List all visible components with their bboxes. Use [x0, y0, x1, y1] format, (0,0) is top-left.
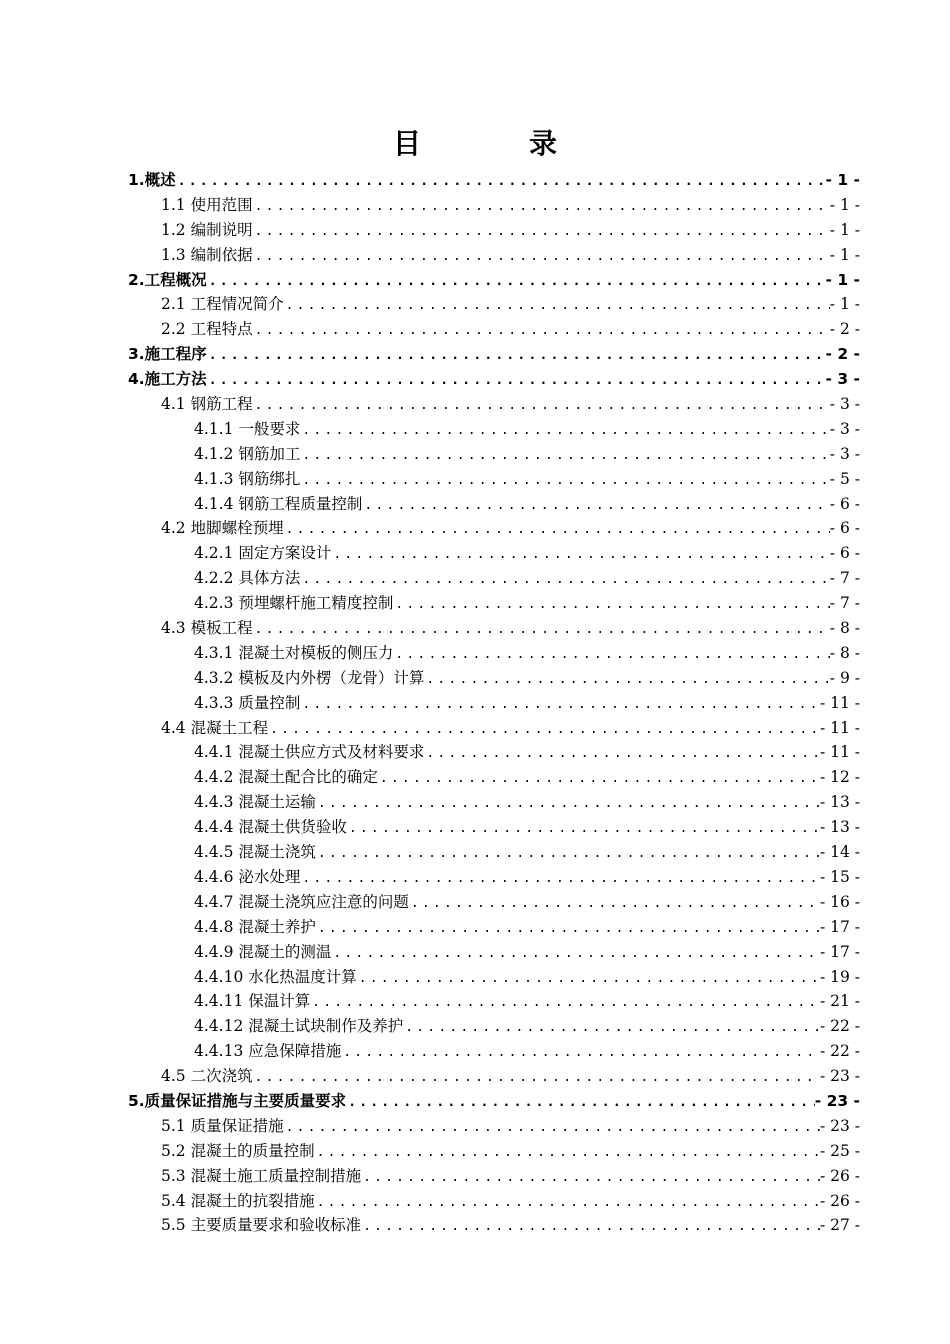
toc-entry[interactable]	[0, 641, 950, 666]
toc-entry[interactable]	[0, 342, 950, 367]
toc-entry[interactable]	[0, 1089, 950, 1114]
toc-dot-leader	[284, 1116, 820, 1139]
toc-entry[interactable]	[0, 1039, 950, 1064]
toc-entry-page: - 25 -	[819, 1141, 860, 1160]
toc-entry[interactable]	[0, 616, 950, 641]
toc-entry-page: - 2 -	[825, 345, 860, 364]
toc-entry-page: - 13 -	[819, 818, 860, 837]
toc-entry-page: - 1 -	[829, 245, 860, 264]
toc-entry-page: - 23 -	[819, 1116, 860, 1135]
toc-entry-page: - 17 -	[819, 917, 860, 936]
toc-dot-leader	[362, 494, 829, 517]
toc-dot-leader	[300, 419, 829, 442]
toc-entry-title: 4.2.3 预埋螺杆施工精度控制	[194, 594, 394, 613]
toc-entry-title: 4.4.11 保温计算	[194, 992, 311, 1011]
toc-entry[interactable]	[0, 1114, 950, 1139]
toc-entry-title: 4.4.8 混凝土养护	[194, 917, 316, 936]
toc-entry-title: 4.1.4 钢筋工程质量控制	[194, 494, 363, 513]
toc-entry-title: 5.1 质量保证措施	[161, 1116, 284, 1135]
toc-entry-title: 4.2.1 固定方案设计	[194, 544, 332, 563]
table-of-contents	[0, 168, 950, 1238]
toc-entry[interactable]	[0, 940, 950, 965]
toc-entry-title: 4.4.10 水化热温度计算	[194, 967, 357, 986]
toc-entry-page: - 19 -	[819, 967, 860, 986]
toc-dot-leader	[361, 1166, 820, 1189]
toc-entry-title: 4.4 混凝土工程	[161, 718, 269, 737]
toc-entry-title: 5.2 混凝土的质量控制	[161, 1141, 315, 1160]
toc-entry-page: - 11 -	[819, 743, 860, 762]
toc-dot-leader	[300, 867, 820, 890]
toc-entry-page: - 2 -	[829, 320, 860, 339]
toc-entry-title: 4.4.1 混凝土供应方式及材料要求	[194, 743, 425, 762]
toc-entry-page: - 6 -	[829, 519, 860, 538]
toc-entry[interactable]	[0, 243, 950, 268]
toc-dot-leader	[253, 245, 830, 268]
toc-entry-title: 2.工程概况	[128, 270, 207, 289]
toc-dot-leader	[300, 568, 829, 591]
toc-dot-leader	[284, 294, 830, 317]
toc-entry-page: - 23 -	[814, 1091, 860, 1110]
toc-dot-leader	[316, 792, 820, 815]
toc-dot-leader	[341, 1041, 820, 1064]
toc-dot-leader	[315, 1191, 820, 1214]
toc-entry[interactable]	[0, 1213, 950, 1238]
toc-entry-page: - 7 -	[829, 594, 860, 613]
toc-entry[interactable]	[0, 790, 950, 815]
toc-dot-leader	[347, 817, 820, 840]
toc-entry-title: 1.概述	[128, 171, 176, 189]
toc-entry-title: 4.施工方法	[128, 370, 207, 389]
toc-entry-page: - 1 -	[829, 195, 860, 214]
toc-dot-leader	[315, 1141, 820, 1164]
toc-entry[interactable]	[0, 815, 950, 840]
toc-entry[interactable]	[0, 1164, 950, 1189]
toc-dot-leader	[346, 1091, 815, 1114]
toc-entry[interactable]	[0, 292, 950, 317]
toc-dot-leader	[300, 469, 829, 492]
toc-entry[interactable]	[0, 965, 950, 990]
toc-entry-page: - 26 -	[819, 1166, 860, 1185]
toc-dot-leader	[207, 369, 826, 392]
toc-entry-page: - 22 -	[819, 1042, 860, 1061]
toc-entry-page: - 8 -	[829, 619, 860, 638]
toc-entry-page: - 9 -	[829, 668, 860, 687]
toc-dot-leader	[310, 991, 820, 1014]
toc-entry[interactable]	[0, 367, 950, 392]
toc-dot-leader	[393, 643, 829, 666]
toc-entry-page: - 8 -	[829, 643, 860, 662]
toc-entry-page: - 23 -	[819, 1067, 860, 1086]
toc-entry[interactable]	[0, 268, 950, 293]
toc-dot-leader	[253, 394, 830, 417]
toc-entry-page: - 6 -	[829, 544, 860, 563]
toc-entry-title: 2.1 工程情况简介	[161, 295, 284, 314]
toc-dot-leader	[253, 1066, 820, 1089]
toc-dot-leader	[424, 742, 820, 765]
toc-entry[interactable]	[0, 218, 950, 243]
toc-entry[interactable]	[0, 765, 950, 790]
toc-dot-leader	[176, 170, 826, 193]
toc-entry-title: 1.1 使用范围	[161, 195, 253, 214]
toc-entry-page: - 17 -	[819, 942, 860, 961]
toc-entry-page: - 3 -	[829, 444, 860, 463]
toc-entry[interactable]	[0, 193, 950, 218]
toc-entry-title: 4.3.2 模板及内外楞（龙骨）计算	[194, 668, 425, 687]
toc-entry[interactable]	[0, 1064, 950, 1089]
toc-dot-leader	[316, 842, 820, 865]
toc-entry-title: 4.5 二次浇筑	[161, 1067, 253, 1086]
toc-dot-leader	[393, 593, 829, 616]
toc-entry[interactable]	[0, 1139, 950, 1164]
toc-entry-title: 4.4.4 混凝土供货验收	[194, 818, 347, 837]
toc-entry-title: 4.1.3 钢筋绑扎	[194, 469, 301, 488]
toc-entry-title: 4.4.6 泌水处理	[194, 867, 301, 886]
toc-entry-title: 1.3 编制依据	[161, 245, 253, 264]
toc-entry-page: - 11 -	[819, 693, 860, 712]
toc-entry[interactable]	[0, 865, 950, 890]
toc-dot-leader	[378, 767, 820, 790]
toc-entry[interactable]	[0, 566, 950, 591]
toc-dot-leader	[409, 892, 820, 915]
toc-entry-page: - 3 -	[825, 370, 860, 389]
toc-entry[interactable]	[0, 492, 950, 517]
toc-dot-leader	[284, 518, 830, 541]
toc-entry[interactable]	[0, 392, 950, 417]
toc-entry[interactable]	[0, 442, 950, 467]
toc-entry-title: 4.4.2 混凝土配合比的确定	[194, 768, 378, 787]
toc-entry-title: 4.4.9 混凝土的测温	[194, 942, 332, 961]
toc-entry-title: 5.质量保证措施与主要质量要求	[128, 1091, 347, 1110]
toc-entry-title: 4.3 模板工程	[161, 619, 253, 638]
toc-entry[interactable]	[0, 317, 950, 342]
toc-entry-page: - 22 -	[819, 1017, 860, 1036]
toc-entry-title: 4.4.7 混凝土浇筑应注意的问题	[194, 892, 409, 911]
toc-entry[interactable]	[0, 989, 950, 1014]
toc-entry[interactable]	[0, 691, 950, 716]
toc-entry-page: - 1 -	[825, 171, 860, 189]
toc-dot-leader	[207, 270, 826, 293]
toc-dot-leader	[268, 718, 820, 741]
toc-entry-title: 5.4 混凝土的抗裂措施	[161, 1191, 315, 1210]
toc-entry[interactable]	[0, 417, 950, 442]
toc-entry[interactable]	[0, 666, 950, 691]
toc-entry-page: - 3 -	[829, 395, 860, 414]
toc-entry-page: - 27 -	[819, 1216, 860, 1235]
toc-entry-page: - 6 -	[829, 494, 860, 513]
toc-dot-leader	[331, 942, 820, 965]
toc-entry[interactable]	[0, 541, 950, 566]
toc-entry-page: - 1 -	[829, 295, 860, 314]
toc-entry[interactable]	[0, 840, 950, 865]
toc-entry-title: 4.2 地脚螺栓预埋	[161, 519, 284, 538]
toc-entry-page: - 7 -	[829, 569, 860, 588]
toc-entry-title: 4.1 钢筋工程	[161, 395, 253, 414]
toc-entry-page: - 14 -	[819, 843, 860, 862]
toc-dot-leader	[357, 967, 820, 990]
toc-dot-leader	[403, 1016, 820, 1039]
page-title: 目 录	[392, 127, 597, 160]
toc-entry-page: - 16 -	[819, 892, 860, 911]
toc-entry-page: - 1 -	[829, 220, 860, 239]
toc-entry-page: - 11 -	[819, 718, 860, 737]
toc-entry[interactable]	[0, 467, 950, 492]
toc-entry-title: 4.1.2 钢筋加工	[194, 444, 301, 463]
toc-entry-title: 2.2 工程特点	[161, 320, 253, 339]
toc-entry[interactable]	[0, 591, 950, 616]
toc-entry-page: - 1 -	[825, 270, 860, 289]
toc-entry[interactable]	[0, 915, 950, 940]
toc-entry-page: - 5 -	[829, 469, 860, 488]
toc-dot-leader	[253, 220, 830, 243]
toc-dot-leader	[300, 693, 820, 716]
toc-entry[interactable]	[0, 1189, 950, 1214]
toc-entry[interactable]	[0, 516, 950, 541]
toc-dot-leader	[316, 917, 820, 940]
toc-entry-page: - 13 -	[819, 793, 860, 812]
toc-dot-leader	[300, 444, 829, 467]
toc-entry-title: 4.2.2 具体方法	[194, 569, 301, 588]
toc-entry-title: 5.3 混凝土施工质量控制措施	[161, 1166, 362, 1185]
toc-entry-title: 4.3.3 质量控制	[194, 693, 301, 712]
toc-entry-page: - 26 -	[819, 1191, 860, 1210]
toc-entry-title: 4.4.12 混凝土试块制作及养护	[194, 1017, 404, 1036]
toc-entry-title: 4.4.3 混凝土运输	[194, 793, 316, 812]
toc-entry[interactable]	[0, 168, 950, 193]
toc-dot-leader	[253, 195, 830, 218]
toc-entry-title: 4.3.1 混凝土对模板的侧压力	[194, 643, 394, 662]
toc-entry-title: 4.4.13 应急保障措施	[194, 1042, 342, 1061]
toc-entry-title: 3.施工程序	[128, 345, 207, 364]
toc-entry-page: - 21 -	[819, 992, 860, 1011]
toc-entry-title: 5.5 主要质量要求和验收标准	[161, 1216, 362, 1235]
toc-entry-page: - 3 -	[829, 419, 860, 438]
toc-dot-leader	[253, 618, 830, 641]
toc-entry-title: 1.2 编制说明	[161, 220, 253, 239]
toc-entry[interactable]	[0, 740, 950, 765]
toc-entry[interactable]	[0, 716, 950, 741]
toc-entry[interactable]	[0, 890, 950, 915]
toc-dot-leader	[361, 1215, 820, 1238]
toc-entry-title: 4.1.1 一般要求	[194, 419, 301, 438]
toc-dot-leader	[253, 319, 830, 342]
toc-dot-leader	[207, 344, 826, 367]
toc-entry[interactable]	[0, 1014, 950, 1039]
toc-entry-page: - 12 -	[819, 768, 860, 787]
toc-entry-page: - 15 -	[819, 867, 860, 886]
toc-entry-title: 4.4.5 混凝土浇筑	[194, 843, 316, 862]
toc-dot-leader	[424, 668, 829, 691]
toc-dot-leader	[331, 543, 829, 566]
